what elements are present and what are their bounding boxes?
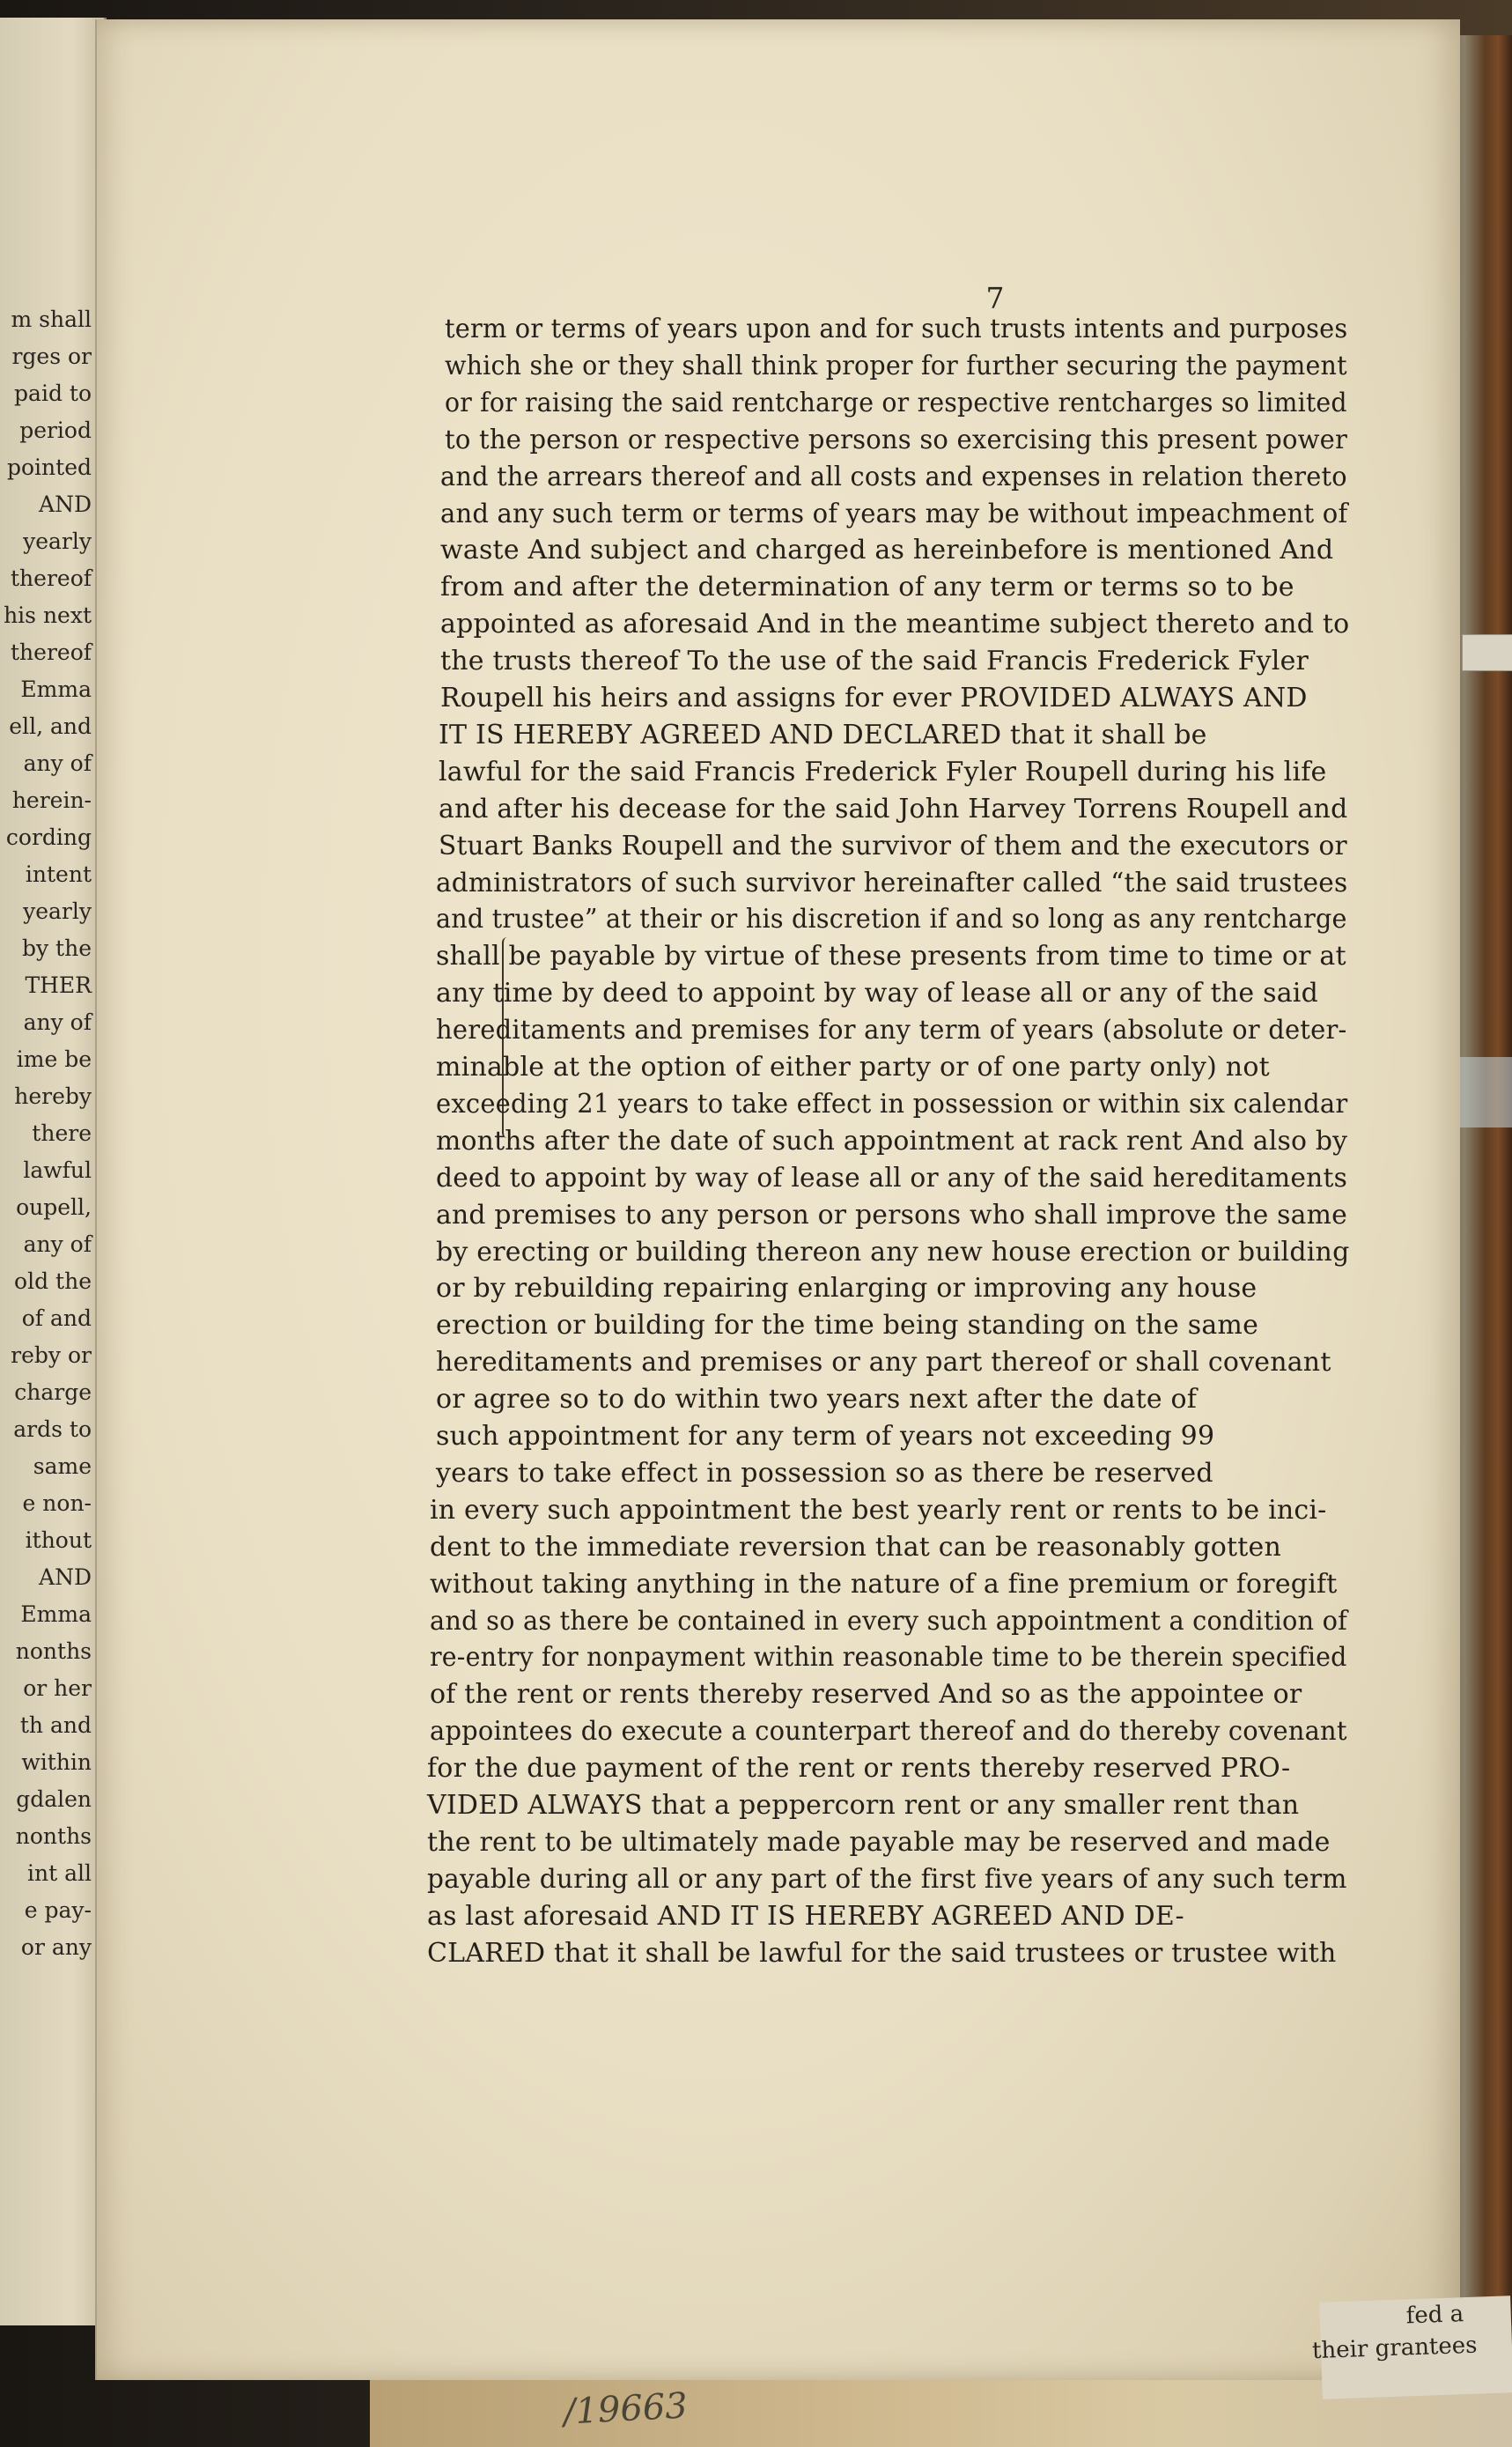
body-text-line: months after the date of such appointment at rack rent And also by xyxy=(436,1126,1348,1157)
body-text-line: any time by deed to appoint by way of lease all or any of the said xyxy=(436,978,1318,1009)
body-text-line: payable during all or any part of the first five years of any such term xyxy=(427,1864,1347,1895)
page-number: 7 xyxy=(985,281,1005,315)
body-text-line: and premises to any person or persons who shall improve the same xyxy=(436,1200,1348,1231)
right-edge-tab xyxy=(1462,634,1512,671)
left-page-line: gdalen xyxy=(16,1786,92,1812)
left-page-line: cording xyxy=(5,824,92,850)
body-text-line: Roupell his heirs and assigns for ever PROVIDED ALWAYS AND xyxy=(440,683,1308,713)
left-page-line: old the xyxy=(14,1268,92,1294)
bottom-note-card xyxy=(1311,2295,1512,2399)
left-page-line: hereby xyxy=(14,1083,92,1109)
body-text-line: and trustee” at their or his discretion if and so long as any rentcharge xyxy=(436,904,1347,935)
left-page-line: Emma xyxy=(20,676,92,702)
body-text-line: Stuart Banks Roupell and the survivor of them and the executors or xyxy=(439,831,1347,861)
body-text-line: from and after the determination of any term or terms so to be xyxy=(440,572,1294,603)
body-text-line: re-entry for nonpayment within reasonable time to be therein specified xyxy=(430,1642,1347,1673)
left-page-line: rges or xyxy=(11,344,92,369)
body-text-line: term or terms of years upon and for such trusts intents and purposes xyxy=(445,314,1348,344)
body-text-line: lawful for the said Francis Frederick Fyler Roupell during his life xyxy=(439,757,1327,787)
body-text-line: to the person or respective persons so exercising this present power xyxy=(445,425,1348,455)
body-text-line: without taking anything in the nature of a fine premium or foregift xyxy=(430,1569,1338,1600)
left-page-line: e pay- xyxy=(24,1897,92,1923)
left-page-line: herein- xyxy=(11,787,92,813)
body-text-line: by erecting or building thereon any new house erection or building xyxy=(436,1237,1350,1268)
body-text-line: erection or building for the time being standing on the same xyxy=(436,1310,1259,1341)
left-page-line: nonths xyxy=(15,1823,92,1849)
body-text-line: for the due payment of the rent or rents thereby reserved PRO- xyxy=(427,1753,1291,1784)
body-text-line: dent to the immediate reversion that can be reasonably gotten xyxy=(430,1532,1281,1563)
left-page-line: any of xyxy=(23,1231,92,1257)
left-page-line: there xyxy=(32,1120,92,1146)
left-page-line: e non- xyxy=(22,1490,92,1516)
body-text-line: in every such appointment the best yearly rent or rents to be inci- xyxy=(430,1495,1327,1526)
body-text-line: or by rebuilding repairing enlarging or improving any house xyxy=(436,1273,1258,1304)
left-page-line: m shall xyxy=(11,307,92,332)
body-text-line: hereditaments and premises or any part thereof or shall covenant xyxy=(436,1347,1331,1378)
body-text-line: and any such term or terms of years may be without impeachment of xyxy=(440,499,1348,529)
body-text-line: waste And subject and charged as hereinbefore is mentioned And xyxy=(440,535,1334,566)
left-page-line: period xyxy=(19,418,92,443)
body-text-line: which she or they shall think proper for further securing the payment xyxy=(445,351,1347,381)
body-text-line: IT IS HEREBY AGREED AND DECLARED that it shall be xyxy=(439,720,1207,750)
body-text-line: CLARED that it shall be lawful for the said trustees or trustee with xyxy=(427,1938,1337,1969)
left-page-line: same xyxy=(33,1453,92,1479)
left-page-line: oupell, xyxy=(16,1194,92,1220)
left-page-line: paid to xyxy=(14,381,92,406)
left-page-line: th and xyxy=(19,1712,92,1738)
left-page-line: intent xyxy=(25,861,92,887)
body-text-line: years to take effect in possession so as there be reserved xyxy=(436,1458,1213,1489)
left-page-line: his next xyxy=(4,603,92,628)
body-text-line: and so as there be contained in every such appointment a condition of xyxy=(430,1606,1348,1637)
body-text-line: exceeding 21 years to take effect in possession or within six calendar xyxy=(436,1089,1348,1120)
left-page-line: ithout xyxy=(25,1527,92,1553)
body-text-line: and the arrears thereof and all costs and expenses in relation thereto xyxy=(440,462,1347,492)
left-page-line: ards to xyxy=(13,1416,92,1442)
left-page-line: THER xyxy=(25,972,92,998)
body-text-line: deed to appoint by way of lease all or any of the said hereditaments xyxy=(436,1163,1348,1194)
left-page-line: thereof xyxy=(11,566,92,591)
body-text-line: shall be payable by virtue of these presents from time to time or at xyxy=(436,941,1346,972)
left-page-line: thereof xyxy=(11,639,92,665)
left-page-line: within xyxy=(21,1749,92,1775)
left-page-line: reby or xyxy=(11,1342,92,1368)
left-page-line: ime be xyxy=(16,1046,92,1072)
left-page-line: by the xyxy=(21,935,92,961)
left-page-line: yearly xyxy=(23,898,92,924)
left-page-line: lawful xyxy=(23,1157,92,1183)
body-text-line: administrators of such survivor hereinafter called “the said trustees xyxy=(436,868,1348,898)
body-text-line: and after his decease for the said John Harvey Torrens Roupell and xyxy=(439,794,1348,824)
body-text-line: as last aforesaid AND IT IS HEREBY AGREED AND DE- xyxy=(427,1901,1184,1932)
left-page-line: any of xyxy=(23,750,92,776)
left-page-line: any of xyxy=(23,1009,92,1035)
body-text-line: such appointment for any term of years not exceeding 99 xyxy=(436,1421,1215,1452)
left-page-line: nonths xyxy=(15,1638,92,1664)
left-page-line: charge xyxy=(14,1379,92,1405)
left-page-line: int all xyxy=(27,1860,92,1886)
left-page-line: AND xyxy=(39,492,92,517)
body-text-line: appointed as aforesaid And in the meantime subject thereto and to xyxy=(440,609,1350,639)
left-page-line: or her xyxy=(23,1675,92,1701)
bottom-note-line-2: their grantees xyxy=(1311,2332,1478,2365)
left-page-line: or any xyxy=(20,1934,92,1960)
left-page-line: pointed xyxy=(7,455,92,480)
left-page-line: yearly xyxy=(23,529,92,554)
body-text-line: the trusts thereof To the use of the said Francis Frederick Fyler xyxy=(440,646,1309,676)
left-page-line: Emma xyxy=(20,1601,92,1627)
body-text-line: appointees do execute a counterpart thereof and do thereby covenant xyxy=(430,1716,1347,1747)
body-text-line: minable at the option of either party or of one party only) not xyxy=(436,1052,1270,1083)
left-page-line: of and xyxy=(21,1305,92,1331)
body-text-line: or agree so to do within two years next after the date of xyxy=(436,1384,1198,1415)
document-page xyxy=(95,19,1460,2380)
body-text-line: VIDED ALWAYS that a peppercorn rent or any smaller rent than xyxy=(427,1790,1300,1821)
body-text-line: of the rent or rents thereby reserved And so as the appointee or xyxy=(430,1679,1302,1710)
left-page-line: AND xyxy=(39,1564,92,1590)
body-text-line: or for raising the said rentcharge or respective rentcharges so limited xyxy=(445,388,1347,418)
left-page-line: ell, and xyxy=(9,713,92,739)
handwritten-reference: /19663 xyxy=(562,2385,689,2433)
bottom-note-line-1: fed a xyxy=(1405,2301,1464,2330)
body-text-line: hereditaments and premises for any term of years (absolute or deter- xyxy=(436,1015,1347,1046)
body-text-line: the rent to be ultimately made payable may be reserved and made xyxy=(427,1827,1331,1858)
left-page-fragment xyxy=(0,18,107,2325)
